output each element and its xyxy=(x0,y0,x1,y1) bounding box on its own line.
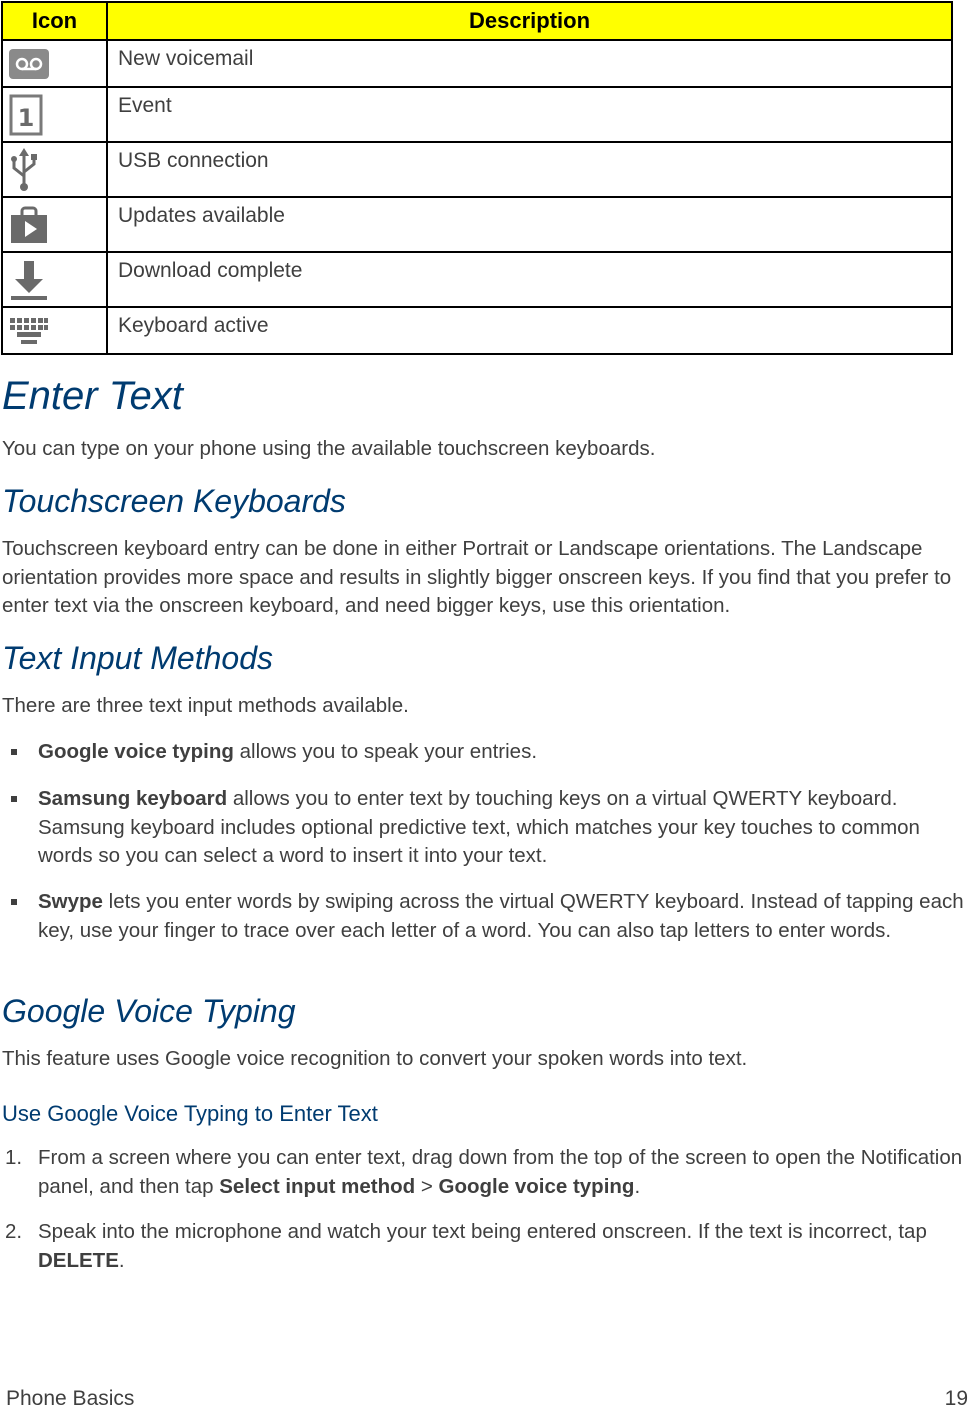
bullet-square-icon xyxy=(11,899,17,905)
bullet-square-icon xyxy=(11,749,17,755)
row-description: Download complete xyxy=(107,252,952,307)
step-term: Google voice typing xyxy=(438,1174,635,1198)
table-row xyxy=(2,252,952,307)
step-term: Select input method xyxy=(219,1174,416,1198)
heading-text-input-methods: Text Input Methods xyxy=(2,640,273,676)
method-text: lets you enter words by swiping across the virtual QWERTY keyboard. Instead of tapping each key, use your finger to trace over each letter of a word. You can also tap letters to enter words. xyxy=(38,890,964,942)
step-text-end: . xyxy=(634,1174,641,1198)
table-row xyxy=(2,307,952,354)
status-icons-table xyxy=(1,1,953,355)
table-row xyxy=(2,87,952,142)
voice-intro: This feature uses Google voice recognition to convert your spoken words into text. xyxy=(2,1047,748,1070)
step-text: Speak into the microphone and watch your text being entered onscreen. If the text is incorrect, tap xyxy=(38,1220,927,1243)
row-description: New voicemail xyxy=(107,40,952,87)
method-name: Swype xyxy=(38,890,103,913)
bullet-square-icon xyxy=(11,796,17,802)
table-header-description: Description xyxy=(107,2,952,40)
step-number: 2. xyxy=(5,1220,23,1243)
step-text: From a screen where you can enter text, drag down from the top of the screen to open the Notification panel, and then tap xyxy=(38,1146,963,1198)
svg-text:1: 1 xyxy=(17,103,35,132)
enter-text-intro: You can type on your phone using the available touchscreen keyboards. xyxy=(2,437,656,460)
usb-icon xyxy=(9,148,106,192)
subheading-use-voice-typing: Use Google Voice Typing to Enter Text xyxy=(2,1101,378,1126)
row-description: Updates available xyxy=(107,197,952,252)
step-text-end: . xyxy=(118,1248,125,1272)
footer-section: Phone Basics xyxy=(6,1387,135,1409)
table-row xyxy=(2,40,952,87)
voicemail-icon xyxy=(9,49,106,79)
store-bag-icon xyxy=(9,205,106,245)
method-text: allows you to enter text by touching keys on a virtual QWERTY keyboard. Samsung keyboard includes optional predictive text, which matches your key touches to common words so you can select a word to insert it into your text. xyxy=(38,787,920,867)
touchscreen-body: Touchscreen keyboard entry can be done in either Portrait or Landscape orientations. The Landscape orientation provides more space and results in slightly bigger onscreen keys. If you find that you prefer to enter text via the onscreen keyboard, and need bigger keys, use this orientation. xyxy=(2,537,952,617)
step-term: DELETE xyxy=(38,1248,119,1272)
heading-enter-text: Enter Text xyxy=(2,374,183,418)
heading-touchscreen-keyboards: Touchscreen Keyboards xyxy=(2,483,346,519)
row-description: Event xyxy=(107,87,952,142)
method-name: Samsung keyboard xyxy=(38,787,228,810)
download-icon xyxy=(9,259,106,301)
heading-google-voice-typing: Google Voice Typing xyxy=(2,993,296,1029)
table-header-icon: Icon xyxy=(2,2,107,40)
row-description: Keyboard active xyxy=(107,307,952,354)
page-number: 19 xyxy=(944,1387,968,1409)
methods-intro: There are three text input methods available. xyxy=(2,694,409,717)
keyboard-icon xyxy=(9,317,106,345)
step-separator: > xyxy=(415,1174,439,1198)
table-row xyxy=(2,197,952,252)
method-name: Google voice typing xyxy=(38,740,234,763)
table-row xyxy=(2,142,952,197)
row-description: USB connection xyxy=(107,142,952,197)
method-text: allows you to speak your entries. xyxy=(233,740,538,763)
calendar-event-icon xyxy=(9,94,106,136)
step-number: 1. xyxy=(5,1146,23,1169)
